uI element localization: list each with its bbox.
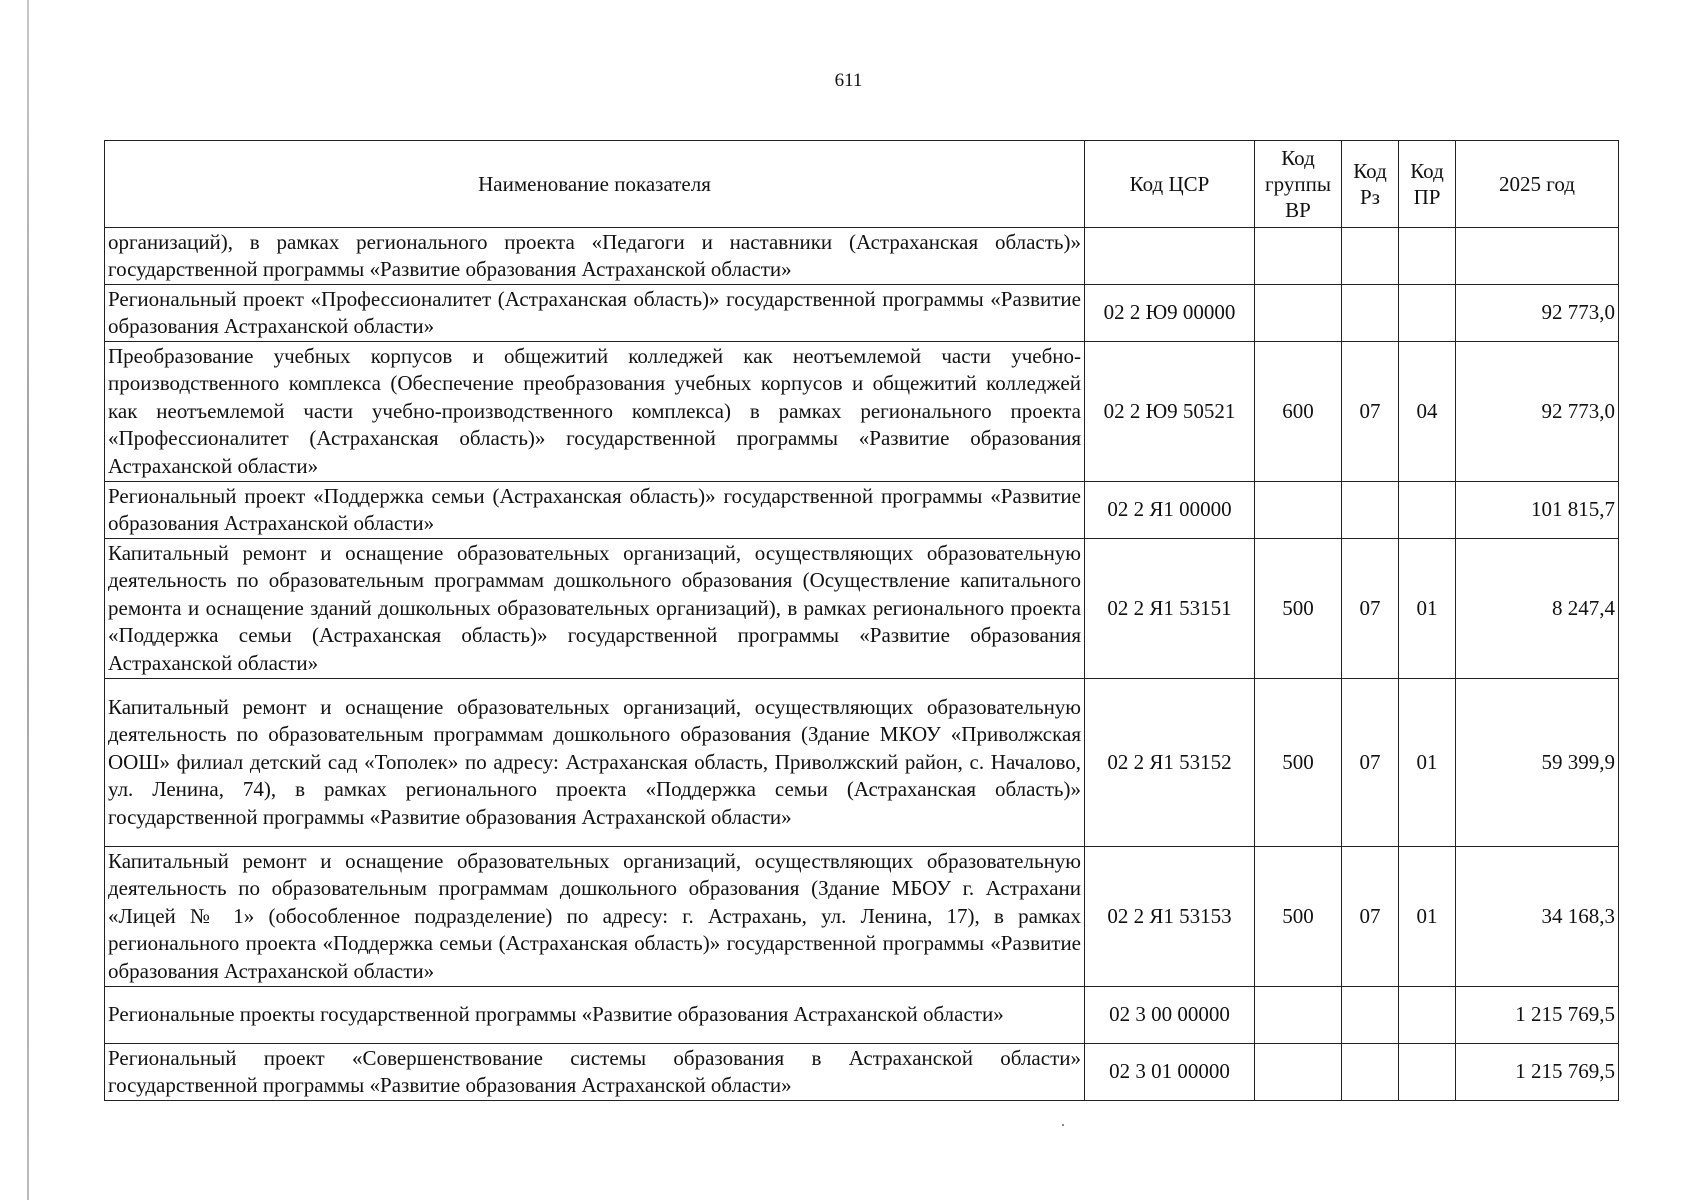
table-row bbox=[105, 342, 1619, 482]
row-pr-code bbox=[1399, 228, 1456, 285]
header-pr-code: Код ПР bbox=[1399, 141, 1456, 228]
row-csr-code: 02 3 01 00000 bbox=[1085, 1044, 1255, 1101]
row-pr-code: 01 bbox=[1399, 679, 1456, 847]
scan-edge-line bbox=[27, 0, 29, 1200]
row-pr-code bbox=[1399, 285, 1456, 342]
row-amount: 92 773,0 bbox=[1456, 285, 1619, 342]
row-pr-code bbox=[1399, 1044, 1456, 1101]
row-csr-code: 02 2 Я1 53151 bbox=[1085, 539, 1255, 679]
row-name: Капитальный ремонт и оснащение образовательных организаций, осуществляющих образовательную деятельность по образовательным программам дошкольного образования (Здание МКОУ «Приволжская ООШ» филиал детский сад «Тополек» по адресу: Астраханская область, Приволжский район, с. Началово, ул. Ленина, 74), в рамках регионального проекта «Поддержка семьи (Астраханская область)» государственной программы «Развитие образования Астраханской области» bbox=[105, 679, 1085, 847]
row-name: Капитальный ремонт и оснащение образовательных организаций, осуществляющих образовательную деятельность по образовательным программам дошкольного образования (Осуществление капитального ремонта и оснащение зданий дошкольных образовательных организаций), в рамках регионального проекта «Поддержка семьи (Астраханская область)» государственной программы «Развитие образования Астраханской области» bbox=[105, 539, 1085, 679]
row-name: Региональный проект «Профессионалитет (Астраханская область)» государственной программы «Развитие образования Астраханской области» bbox=[105, 285, 1085, 342]
table-row bbox=[105, 987, 1619, 1044]
row-csr-code: 02 2 Я1 00000 bbox=[1085, 482, 1255, 539]
row-vr-code: 500 bbox=[1255, 847, 1342, 987]
header-vr-code: Код группы ВР bbox=[1255, 141, 1342, 228]
row-amount: 101 815,7 bbox=[1456, 482, 1619, 539]
row-amount: 92 773,0 bbox=[1456, 342, 1619, 482]
table-header bbox=[105, 141, 1619, 228]
row-amount: 1 215 769,5 bbox=[1456, 987, 1619, 1044]
header-csr-code: Код ЦСР bbox=[1085, 141, 1255, 228]
row-name: Региональный проект «Поддержка семьи (Астраханская область)» государственной программы «Развитие образования Астраханской области» bbox=[105, 482, 1085, 539]
row-csr-code: 02 2 Я1 53153 bbox=[1085, 847, 1255, 987]
page-number: 611 bbox=[834, 70, 863, 91]
row-amount bbox=[1456, 228, 1619, 285]
row-pr-code: 04 bbox=[1399, 342, 1456, 482]
row-pr-code bbox=[1399, 987, 1456, 1044]
header-year-2025: 2025 год bbox=[1456, 141, 1619, 228]
row-rz-code bbox=[1342, 987, 1399, 1044]
row-vr-code bbox=[1255, 285, 1342, 342]
table-row bbox=[105, 679, 1619, 847]
row-rz-code bbox=[1342, 285, 1399, 342]
row-amount: 8 247,4 bbox=[1456, 539, 1619, 679]
row-vr-code bbox=[1255, 482, 1342, 539]
table-row bbox=[105, 285, 1619, 342]
row-rz-code: 07 bbox=[1342, 679, 1399, 847]
table-row bbox=[105, 482, 1619, 539]
header-row bbox=[105, 141, 1619, 228]
row-name: Капитальный ремонт и оснащение образовательных организаций, осуществляющих образовательную деятельность по образовательным программам дошкольного образования (Здание МБОУ г. Астрахани «Лицей № 1» (обособленное подразделение) по адресу: г. Астрахань, ул. Ленина, 17), в рамках регионального проекта «Поддержка семьи (Астраханская область)» государственной программы «Развитие образования Астраханской области» bbox=[105, 847, 1085, 987]
table-row bbox=[105, 228, 1619, 285]
budget-table bbox=[104, 140, 1619, 1101]
row-csr-code: 02 2 Я1 53152 bbox=[1085, 679, 1255, 847]
row-name: Преобразование учебных корпусов и общежитий колледжей как неотъемлемой части учебно-производственного комплекса (Обеспечение преобразования учебных корпусов и общежитий колледжей как неотъемлемой части учебно-производственного комплекса) в рамках регионального проекта «Профессионалитет (Астраханская область)» государственной программы «Развитие образования Астраханской области» bbox=[105, 342, 1085, 482]
row-name: Региональные проекты государственной программы «Развитие образования Астраханской области» bbox=[105, 987, 1085, 1044]
row-pr-code bbox=[1399, 482, 1456, 539]
row-amount: 59 399,9 bbox=[1456, 679, 1619, 847]
row-vr-code bbox=[1255, 1044, 1342, 1101]
scan-speck bbox=[1062, 1124, 1064, 1126]
header-name: Наименование показателя bbox=[105, 141, 1085, 228]
header-rz-code: Код Рз bbox=[1342, 141, 1399, 228]
row-name: Региональный проект «Совершенствование системы образования в Астраханской области» государственной программы «Развитие образования Астраханской области» bbox=[105, 1044, 1085, 1101]
row-amount: 34 168,3 bbox=[1456, 847, 1619, 987]
row-rz-code bbox=[1342, 1044, 1399, 1101]
row-rz-code bbox=[1342, 482, 1399, 539]
row-pr-code: 01 bbox=[1399, 847, 1456, 987]
row-rz-code: 07 bbox=[1342, 539, 1399, 679]
row-pr-code: 01 bbox=[1399, 539, 1456, 679]
row-rz-code: 07 bbox=[1342, 847, 1399, 987]
row-csr-code: 02 3 00 00000 bbox=[1085, 987, 1255, 1044]
table-body bbox=[105, 228, 1619, 1101]
table-row bbox=[105, 847, 1619, 987]
row-vr-code: 500 bbox=[1255, 679, 1342, 847]
row-vr-code bbox=[1255, 987, 1342, 1044]
table-row bbox=[105, 539, 1619, 679]
row-name: организаций), в рамках регионального проекта «Педагоги и наставники (Астраханская область)» государственной программы «Развитие образования Астраханской области» bbox=[105, 228, 1085, 285]
row-csr-code bbox=[1085, 228, 1255, 285]
row-vr-code: 500 bbox=[1255, 539, 1342, 679]
row-amount: 1 215 769,5 bbox=[1456, 1044, 1619, 1101]
row-rz-code bbox=[1342, 228, 1399, 285]
row-rz-code: 07 bbox=[1342, 342, 1399, 482]
row-vr-code: 600 bbox=[1255, 342, 1342, 482]
table-row bbox=[105, 1044, 1619, 1101]
row-csr-code: 02 2 Ю9 50521 bbox=[1085, 342, 1255, 482]
row-vr-code bbox=[1255, 228, 1342, 285]
row-csr-code: 02 2 Ю9 00000 bbox=[1085, 285, 1255, 342]
